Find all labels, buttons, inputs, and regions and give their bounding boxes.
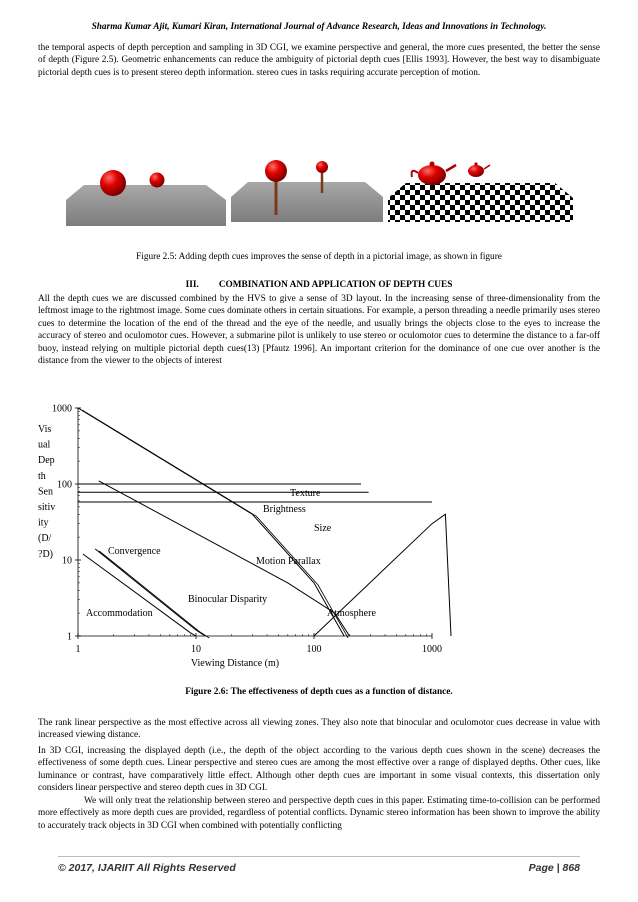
y-tick-label: 100	[57, 479, 72, 491]
y-tick-label: 10	[62, 555, 72, 567]
figure-image-plain-spheres	[66, 170, 226, 226]
y-axis-label-line: th	[38, 470, 46, 482]
footer-divider	[58, 856, 580, 857]
x-tick-label: 1	[75, 644, 81, 655]
y-axis-label-line: Dep	[38, 455, 55, 467]
section-paragraph: All the depth cues we are discussed combined by the HVS to give a sense of 3D layout. In the increasing sense of three-dimensionality from the leftmost image to the rightmost image. Some cues dominate others in certain situations. For example, a person threading a needle primarily uses stereo cues to determine the location of the end of the thread and the eye of the needle, and usually brings the objects close to the eyes to increase the accuracy of stereo and oculomotor cues. However, a submarine pilot is unlikely to use stereo or oculomotor cues to determine the distance to a far-off buoy, instead relying on multiple pictorial depth cues(13) [Pfautz 1996]. An important criterion for the dominance of one cue over another is the distance from the viewer to the objects of interest	[38, 294, 600, 367]
x-tick-label: 10	[191, 644, 201, 655]
series-label-accommodation: Accommodation	[86, 608, 153, 619]
series-label-texture: Texture	[290, 488, 321, 499]
figure-2-5-caption: Figure 2.5: Adding depth cues improves the sense of depth in a pictorial image, as shown in figure	[136, 252, 502, 262]
y-tick-label: 1	[67, 631, 72, 643]
series-label-motion-parallax: Motion Parallax	[256, 556, 321, 567]
series-label-binocular-disparity: Binocular Disparity	[188, 594, 268, 605]
footer-copyright: © 2017, IJARIIT All Rights Reserved	[58, 862, 236, 874]
y-axis-label-line: (D/	[38, 533, 52, 545]
paragraph-3dcgi: In 3D CGI, increasing the displayed depth (i.e., the depth of the object according to the various depth cues shown in the scene) decreases the effectiveness of some depth cues. Linear perspective and stereo cues are among the most effective over a range of displayed depths. Other cues, like luminance or contrast, have comparatively little effect. Although other depth cues are important in some visual contexts, this dissertation only considers linear perspective and stereo depth cues in 3D CGI.	[38, 746, 600, 794]
footer-page-number: Page | 868	[528, 862, 580, 874]
y-axis-label-line: ?D)	[38, 548, 53, 560]
section-title: COMBINATION AND APPLICATION OF DEPTH CUES	[218, 280, 453, 290]
depth-cues-chart	[38, 392, 458, 674]
y-tick-label: 1000	[52, 403, 72, 415]
series-line-accommodation	[83, 554, 196, 636]
series-label-convergence: Convergence	[108, 546, 161, 557]
intro-paragraph: the temporal aspects of depth perception and sampling in 3D CGI, we examine perspective and general, the more cues presented, the better the sense of depth (Figure 2.5). Geometric enhancements can reduce the ambiguity of pictorial depth cues [Ellis 1993]. However, the best way to disambiguate pictorial depth cues is to present stereo depth information. stereo cues in tasks requiring accurate perception of motion.	[38, 43, 600, 78]
section-number: III.	[185, 280, 199, 290]
figure-image-teapots-checkerboard	[388, 162, 573, 223]
x-axis-label: Viewing Distance (m)	[190, 658, 280, 669]
x-tick-label: 100	[306, 644, 322, 655]
series-label-brightness: Brightness	[263, 504, 306, 515]
series-label-size: Size	[314, 523, 332, 534]
section-heading	[0, 280, 638, 290]
paragraph-rank: The rank linear perspective as the most effective across all viewing zones. They also note that binocular and oculomotor cues decrease in value with increased viewing distance.	[38, 718, 600, 741]
y-axis-label-line: ual	[38, 439, 51, 451]
y-axis-label-line: ity	[38, 517, 49, 529]
y-axis-label-line: Vis	[38, 424, 52, 435]
figure-2-5-images	[0, 105, 638, 235]
running-header: Sharma Kumar Ajit, Kumari Kiran, International Journal of Advance Research, Ideas and Innovations in Technology.	[91, 22, 547, 32]
figure-image-spheres-with-poles	[231, 160, 383, 222]
y-axis-label-line: sitiv	[38, 502, 56, 513]
figure-2-6-caption: Figure 2.6: The effectiveness of depth cues as a function of distance.	[185, 687, 453, 697]
series-label-atmosphere: Atmosphere	[327, 608, 376, 619]
y-axis-label-line: Sen	[38, 486, 53, 498]
x-tick-label: 1000	[422, 644, 442, 655]
paragraph-stereo: We will only treat the relationship between stereo and perspective depth cues in this paper. Estimating time-to-collision can be performed more effectively as more depth cues are provided, regardless of potential conflicts. Dynamic stereo information has been shown to improve the ability to accurately track objects in 3D CGI when combined with potentially conflicting	[38, 796, 600, 831]
